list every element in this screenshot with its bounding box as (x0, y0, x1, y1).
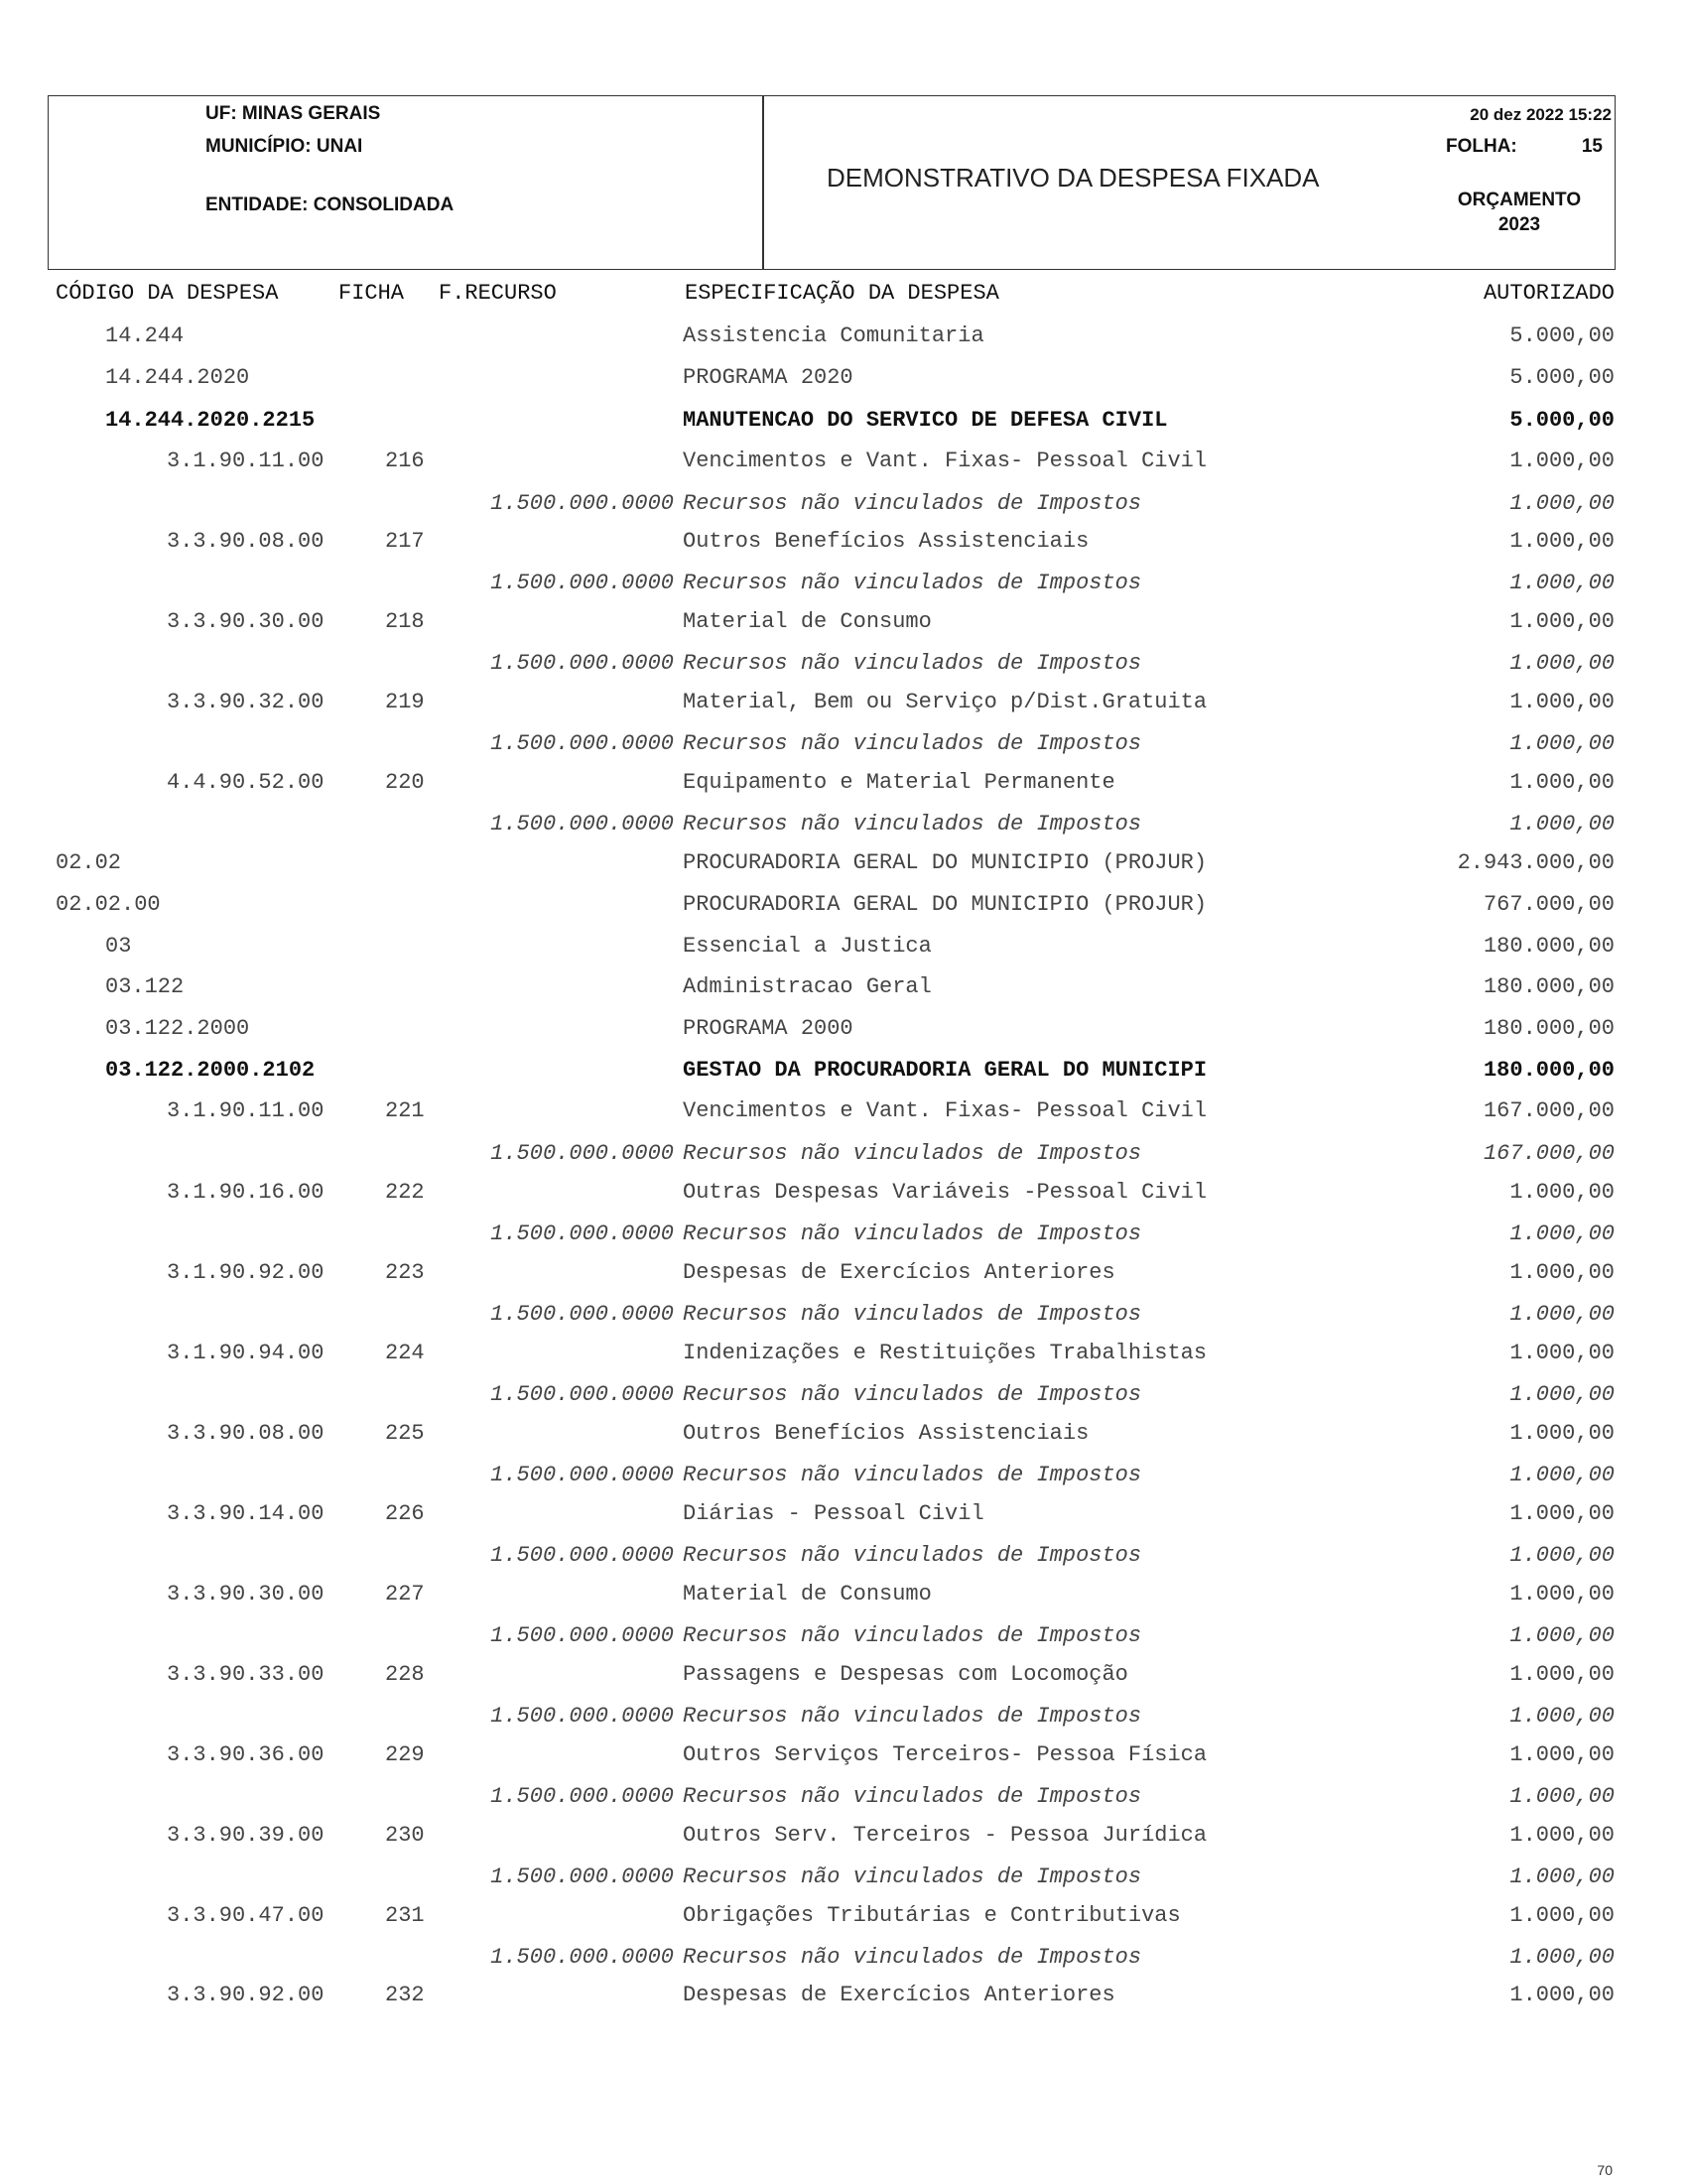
row-spec: Outros Serviços Terceiros- Pessoa Física (683, 1742, 1208, 1767)
table-row (0, 408, 1688, 442)
row-ficha: 228 (385, 1662, 425, 1687)
row-code: 3.3.90.08.00 (167, 529, 325, 554)
row-ficha: 229 (385, 1742, 425, 1767)
table-row (0, 1302, 1688, 1336)
table-row (0, 1945, 1688, 1979)
row-value: 1.000,00 (1509, 1180, 1615, 1205)
table-row (0, 1864, 1688, 1898)
table-row (0, 1421, 1688, 1455)
report-datetime: 20 dez 2022 15:22 (1470, 105, 1612, 124)
row-value: 2.943.000,00 (1457, 850, 1615, 875)
row-spec: Recursos não vinculados de Impostos (683, 1141, 1142, 1166)
row-value: 1.000,00 (1509, 690, 1615, 714)
row-ficha: 224 (385, 1341, 425, 1365)
row-value: 1.000,00 (1509, 1421, 1615, 1446)
row-spec: Vencimentos e Vant. Fixas- Pessoal Civil (683, 449, 1208, 473)
table-row (0, 1662, 1688, 1696)
table-row (0, 571, 1688, 604)
row-spec: PROGRAMA 2020 (683, 365, 853, 390)
row-spec: Vencimentos e Vant. Fixas- Pessoal Civil (683, 1098, 1208, 1123)
row-spec: MANUTENCAO DO SERVICO DE DEFESA CIVIL (683, 408, 1168, 433)
row-value: 180.000,00 (1483, 934, 1615, 959)
row-spec: Recursos não vinculados de Impostos (683, 491, 1142, 516)
row-value: 1.000,00 (1509, 449, 1615, 473)
table-row (0, 1623, 1688, 1657)
table-row (0, 892, 1688, 926)
row-value: 1.000,00 (1509, 1501, 1615, 1526)
row-value: 1.000,00 (1509, 1823, 1615, 1848)
row-spec: Passagens e Despesas com Locomoção (683, 1662, 1128, 1687)
table-row (0, 1742, 1688, 1776)
table-row (0, 1260, 1688, 1294)
row-spec: PROCURADORIA GERAL DO MUNICIPIO (PROJUR) (683, 892, 1208, 917)
row-spec: Recursos não vinculados de Impostos (683, 1221, 1142, 1246)
row-spec: Recursos não vinculados de Impostos (683, 571, 1142, 595)
row-spec: Despesas de Exercícios Anteriores (683, 1260, 1115, 1285)
table-row (0, 1823, 1688, 1857)
row-code: 02.02 (56, 850, 122, 875)
row-recurso: 1.500.000.0000 (490, 1141, 674, 1166)
table-row (0, 1501, 1688, 1535)
row-spec: Recursos não vinculados de Impostos (683, 1784, 1142, 1809)
table-row (0, 365, 1688, 399)
row-spec: Outros Benefícios Assistenciais (683, 1421, 1090, 1446)
row-value: 1.000,00 (1509, 1260, 1615, 1285)
table-row (0, 1704, 1688, 1737)
row-ficha: 227 (385, 1582, 425, 1606)
row-spec: Recursos não vinculados de Impostos (683, 1463, 1142, 1487)
table-row (0, 609, 1688, 643)
row-spec: Outros Serv. Terceiros - Pessoa Jurídica (683, 1823, 1208, 1848)
row-value: 1.000,00 (1509, 812, 1615, 836)
table-row (0, 449, 1688, 482)
header-divider (762, 96, 764, 269)
table-row (0, 1382, 1688, 1416)
row-code: 3.3.90.14.00 (167, 1501, 325, 1526)
row-value: 180.000,00 (1483, 974, 1615, 999)
row-value: 1.000,00 (1509, 1864, 1615, 1889)
row-recurso: 1.500.000.0000 (490, 1221, 674, 1246)
row-code: 3.1.90.11.00 (167, 1098, 325, 1123)
row-value: 1.000,00 (1509, 1623, 1615, 1648)
orcamento-label: ORÇAMENTO (1457, 190, 1582, 210)
row-spec: Recursos não vinculados de Impostos (683, 731, 1142, 756)
row-value: 1.000,00 (1509, 651, 1615, 676)
row-value: 1.000,00 (1509, 571, 1615, 595)
page-number: 70 (1597, 2162, 1613, 2178)
row-value: 1.000,00 (1509, 1945, 1615, 1970)
row-spec: Equipamento e Material Permanente (683, 770, 1115, 795)
row-code: 3.3.90.33.00 (167, 1662, 325, 1687)
row-value: 180.000,00 (1483, 1016, 1615, 1041)
row-value: 1.000,00 (1509, 1382, 1615, 1407)
table-row (0, 1141, 1688, 1175)
uf-label: UF: MINAS GERAIS (205, 103, 381, 124)
row-value: 1.000,00 (1509, 770, 1615, 795)
row-code: 14.244.2020.2215 (105, 408, 316, 433)
row-code: 4.4.90.52.00 (167, 770, 325, 795)
row-code: 3.3.90.08.00 (167, 1421, 325, 1446)
row-value: 5.000,00 (1509, 365, 1615, 390)
row-recurso: 1.500.000.0000 (490, 1543, 674, 1568)
row-value: 1.000,00 (1509, 731, 1615, 756)
row-recurso: 1.500.000.0000 (490, 571, 674, 595)
table-row (0, 1180, 1688, 1214)
row-ficha: 222 (385, 1180, 425, 1205)
row-code: 3.1.90.92.00 (167, 1260, 325, 1285)
row-spec: Diárias - Pessoal Civil (683, 1501, 984, 1526)
row-value: 1.000,00 (1509, 491, 1615, 516)
row-code: 3.3.90.39.00 (167, 1823, 325, 1848)
row-ficha: 218 (385, 609, 425, 634)
row-code: 3.3.90.30.00 (167, 1582, 325, 1606)
row-ficha: 231 (385, 1903, 425, 1928)
row-code: 3.3.90.92.00 (167, 1983, 325, 2007)
table-row (0, 1016, 1688, 1050)
row-value: 1.000,00 (1509, 1903, 1615, 1928)
row-recurso: 1.500.000.0000 (490, 1302, 674, 1327)
folha-label: FOLHA: (1446, 136, 1517, 157)
row-spec: Recursos não vinculados de Impostos (683, 1945, 1142, 1970)
row-spec: Essencial a Justica (683, 934, 932, 959)
table-row (0, 1903, 1688, 1937)
row-ficha: 219 (385, 690, 425, 714)
table-row (0, 690, 1688, 723)
table-row (0, 529, 1688, 563)
row-value: 1.000,00 (1509, 1662, 1615, 1687)
row-code: 03.122.2000 (105, 1016, 250, 1041)
municipio-label: MUNICÍPIO: UNAI (205, 136, 363, 157)
row-recurso: 1.500.000.0000 (490, 1463, 674, 1487)
row-recurso: 1.500.000.0000 (490, 1784, 674, 1809)
row-spec: Assistencia Comunitaria (683, 323, 984, 348)
col-ficha: FICHA (338, 281, 405, 306)
row-recurso: 1.500.000.0000 (490, 1945, 674, 1970)
table-row (0, 770, 1688, 804)
row-value: 1.000,00 (1509, 1341, 1615, 1365)
col-recurso: F.RECURSO (439, 281, 557, 306)
table-row (0, 1784, 1688, 1818)
row-value: 1.000,00 (1509, 1742, 1615, 1767)
col-autorizado: AUTORIZADO (1483, 281, 1615, 306)
row-ficha: 221 (385, 1098, 425, 1123)
row-ficha: 230 (385, 1823, 425, 1848)
row-code: 14.244.2020 (105, 365, 250, 390)
folha-value: 15 (1581, 136, 1603, 157)
entidade-label: ENTIDADE: CONSOLIDADA (205, 194, 454, 215)
row-code: 03.122.2000.2102 (105, 1058, 316, 1083)
row-ficha: 226 (385, 1501, 425, 1526)
row-value: 1.000,00 (1509, 1302, 1615, 1327)
row-spec: Material de Consumo (683, 609, 932, 634)
row-ficha: 216 (385, 449, 425, 473)
row-recurso: 1.500.000.0000 (490, 491, 674, 516)
row-value: 167.000,00 (1483, 1141, 1615, 1166)
table-row (0, 1341, 1688, 1374)
row-ficha: 225 (385, 1421, 425, 1446)
table-row (0, 974, 1688, 1008)
row-value: 1.000,00 (1509, 1704, 1615, 1729)
row-spec: Material, Bem ou Serviço p/Dist.Gratuita (683, 690, 1208, 714)
table-row (0, 1463, 1688, 1496)
row-spec: Recursos não vinculados de Impostos (683, 651, 1142, 676)
row-code: 3.3.90.32.00 (167, 690, 325, 714)
table-row (0, 812, 1688, 845)
row-value: 1.000,00 (1509, 1543, 1615, 1568)
row-spec: Recursos não vinculados de Impostos (683, 1623, 1142, 1648)
row-spec: Administracao Geral (683, 974, 932, 999)
table-row (0, 1221, 1688, 1255)
row-recurso: 1.500.000.0000 (490, 1864, 674, 1889)
row-spec: PROGRAMA 2000 (683, 1016, 853, 1041)
row-code: 3.3.90.30.00 (167, 609, 325, 634)
table-row (0, 1058, 1688, 1092)
row-spec: Despesas de Exercícios Anteriores (683, 1983, 1115, 2007)
row-recurso: 1.500.000.0000 (490, 1704, 674, 1729)
row-spec: Recursos não vinculados de Impostos (683, 1302, 1142, 1327)
table-row (0, 934, 1688, 967)
row-spec: Material de Consumo (683, 1582, 932, 1606)
row-spec: Recursos não vinculados de Impostos (683, 1382, 1142, 1407)
row-spec: Recursos não vinculados de Impostos (683, 1704, 1142, 1729)
row-code: 03 (105, 934, 132, 959)
row-spec: Indenizações e Restituições Trabalhistas (683, 1341, 1208, 1365)
col-especificacao: ESPECIFICAÇÃO DA DESPESA (685, 281, 999, 306)
table-row (0, 323, 1688, 357)
row-ficha: 232 (385, 1983, 425, 2007)
row-code: 3.3.90.36.00 (167, 1742, 325, 1767)
row-code: 3.3.90.47.00 (167, 1903, 325, 1928)
row-spec: Recursos não vinculados de Impostos (683, 812, 1142, 836)
row-spec: Recursos não vinculados de Impostos (683, 1864, 1142, 1889)
row-value: 180.000,00 (1483, 1058, 1615, 1083)
table-row (0, 651, 1688, 685)
table-row (0, 1983, 1688, 2016)
row-recurso: 1.500.000.0000 (490, 1623, 674, 1648)
table-row (0, 491, 1688, 525)
table-row (0, 1543, 1688, 1577)
row-value: 767.000,00 (1483, 892, 1615, 917)
row-value: 1.000,00 (1509, 1582, 1615, 1606)
row-code: 3.1.90.11.00 (167, 449, 325, 473)
row-spec: Outros Benefícios Assistenciais (683, 529, 1090, 554)
row-code: 3.1.90.16.00 (167, 1180, 325, 1205)
row-code: 02.02.00 (56, 892, 161, 917)
row-code: 3.1.90.94.00 (167, 1341, 325, 1365)
orcamento-year: 2023 (1497, 214, 1541, 235)
table-row (0, 1582, 1688, 1615)
row-spec: Recursos não vinculados de Impostos (683, 1543, 1142, 1568)
row-value: 1.000,00 (1509, 529, 1615, 554)
row-code: 14.244 (105, 323, 185, 348)
report-title: DEMONSTRATIVO DA DESPESA FIXADA (827, 163, 1320, 193)
row-ficha: 220 (385, 770, 425, 795)
row-spec: PROCURADORIA GERAL DO MUNICIPIO (PROJUR) (683, 850, 1208, 875)
table-row (0, 1098, 1688, 1132)
table-row (0, 850, 1688, 884)
row-value: 5.000,00 (1509, 408, 1615, 433)
row-spec: GESTAO DA PROCURADORIA GERAL DO MUNICIPI (683, 1058, 1208, 1083)
row-ficha: 223 (385, 1260, 425, 1285)
row-value: 1.000,00 (1509, 1463, 1615, 1487)
row-value: 167.000,00 (1483, 1098, 1615, 1123)
row-recurso: 1.500.000.0000 (490, 731, 674, 756)
row-value: 1.000,00 (1509, 1983, 1615, 2007)
row-ficha: 217 (385, 529, 425, 554)
row-value: 5.000,00 (1509, 323, 1615, 348)
row-spec: Outras Despesas Variáveis -Pessoal Civil (683, 1180, 1208, 1205)
row-recurso: 1.500.000.0000 (490, 651, 674, 676)
row-value: 1.000,00 (1509, 1221, 1615, 1246)
col-codigo: CÓDIGO DA DESPESA (56, 281, 279, 306)
row-code: 03.122 (105, 974, 185, 999)
row-recurso: 1.500.000.0000 (490, 812, 674, 836)
row-spec: Obrigações Tributárias e Contributivas (683, 1903, 1181, 1928)
row-recurso: 1.500.000.0000 (490, 1382, 674, 1407)
row-value: 1.000,00 (1509, 609, 1615, 634)
row-value: 1.000,00 (1509, 1784, 1615, 1809)
table-row (0, 731, 1688, 765)
